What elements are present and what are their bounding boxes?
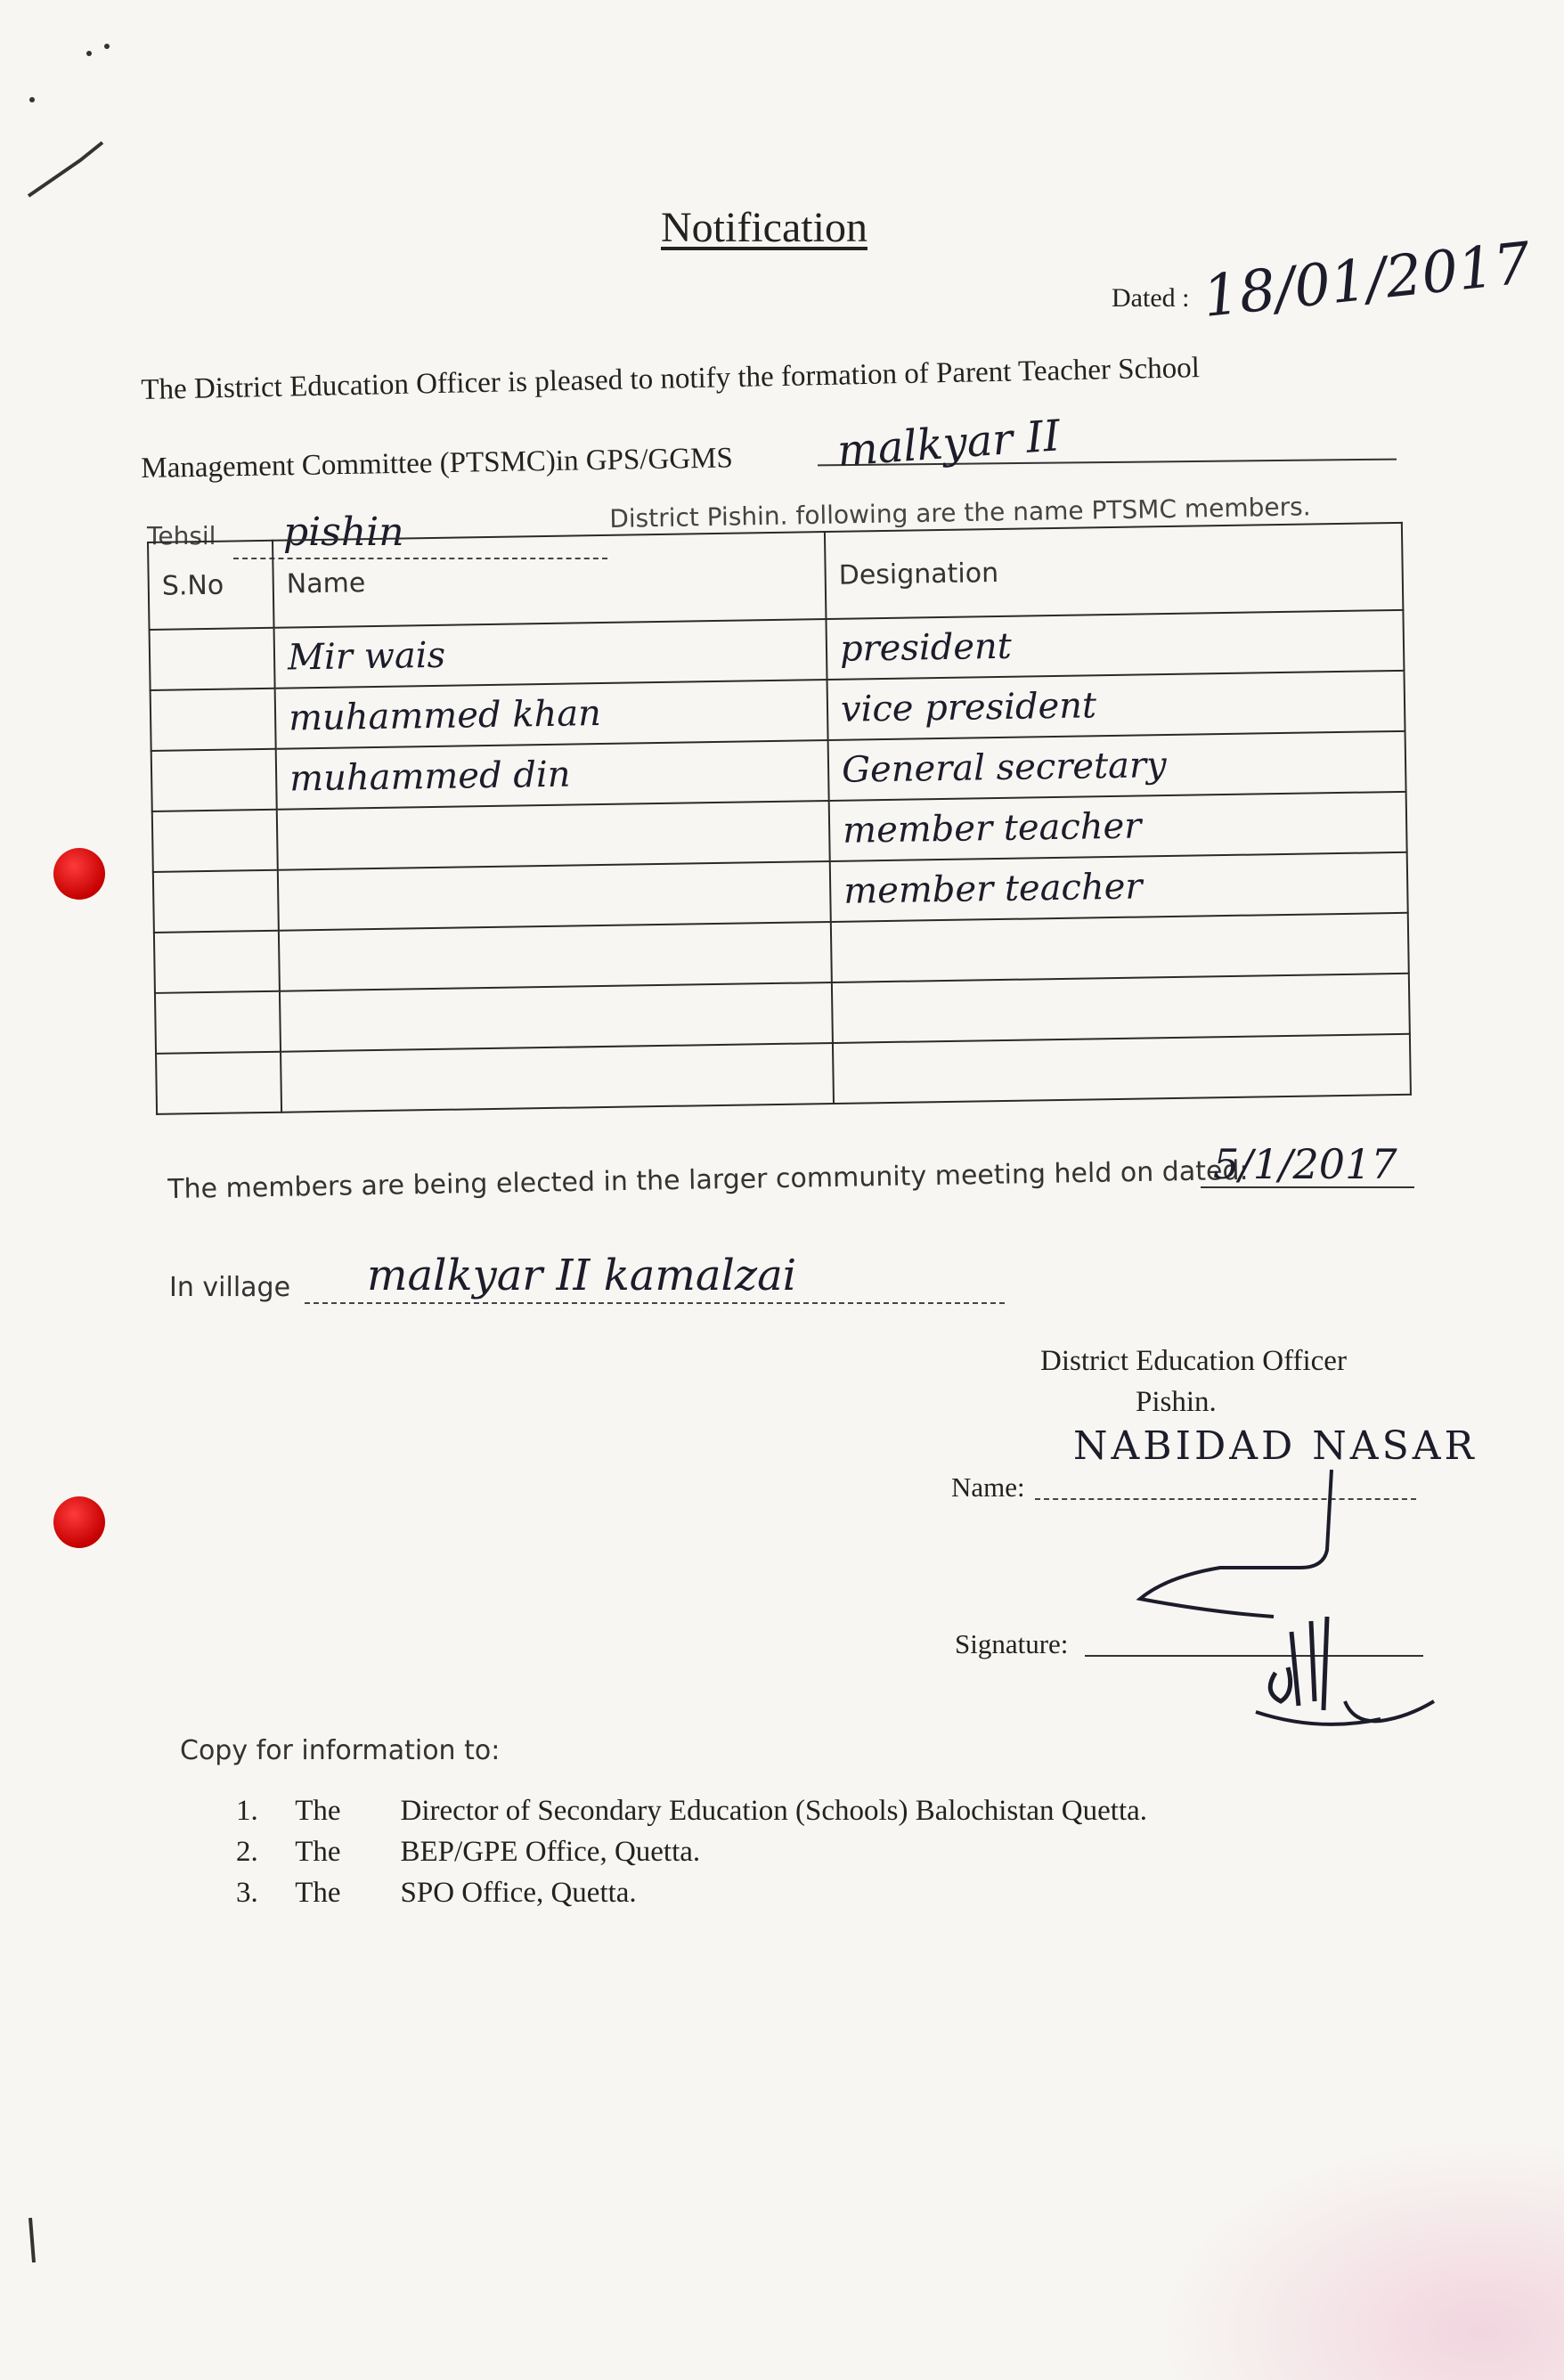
cell-name: muhammed khan <box>275 680 828 749</box>
officer-district: Pishin. <box>1136 1386 1217 1418</box>
dated-label: Dated : <box>1112 283 1190 313</box>
cell-sno <box>151 749 277 811</box>
list-item-number: 2. <box>236 1836 258 1868</box>
meeting-text: The members are being elected in the larger community meeting held on dated: <box>167 1154 1249 1205</box>
cell-name <box>278 861 831 931</box>
ptsmc-members-table <box>147 522 1412 1115</box>
cell-sno <box>155 991 281 1054</box>
header-name: Name <box>273 532 826 628</box>
cell-sno <box>154 931 280 993</box>
list-item-text: BEP/GPE Office, Quetta. <box>400 1836 701 1868</box>
list-item-the: The <box>295 1795 341 1827</box>
list-item <box>236 1790 1147 1831</box>
copy-list <box>236 1790 1147 1913</box>
cell-sno <box>153 870 279 933</box>
dated-value: 18/01/2017 <box>1200 230 1534 331</box>
cell-designation: vice president <box>827 671 1405 740</box>
signature-label: Signature: <box>955 1628 1069 1659</box>
cell-name: muhammed din <box>276 740 829 810</box>
list-item <box>236 1872 1147 1913</box>
district-line: District Pishin. following are the name PTSMC members. <box>609 492 1311 534</box>
cell-sno <box>150 628 275 690</box>
cell-designation <box>831 913 1409 982</box>
cell-name: Mir wais <box>274 619 827 689</box>
tehsil-label: Tehsil <box>147 521 216 550</box>
cell-name <box>277 801 830 870</box>
cell-designation: General secretary <box>828 731 1406 801</box>
cell-name <box>281 1043 834 1113</box>
cell-sno <box>156 1052 281 1114</box>
red-stamp-dot <box>53 1496 105 1548</box>
signature-scribble <box>1113 1434 1487 1755</box>
list-item-the: The <box>295 1877 341 1909</box>
header-sno: S.No <box>148 541 274 630</box>
cell-designation: member teacher <box>829 792 1407 861</box>
village-value: malkyar II kamalzai <box>367 1251 797 1300</box>
cell-designation: member teacher <box>830 852 1408 922</box>
cell-designation <box>833 1034 1411 1104</box>
officer-title: District Education Officer <box>1040 1345 1347 1377</box>
list-item-number: 1. <box>236 1795 258 1827</box>
name-label: Name: <box>951 1471 1025 1503</box>
stray-mark <box>20 2213 46 2276</box>
list-item-number: 3. <box>236 1877 258 1909</box>
tehsil-value: pishin <box>283 509 404 555</box>
list-item <box>236 1831 1147 1872</box>
cell-designation: president <box>826 610 1404 680</box>
intro-line-2: Management Committee (PTSMC)in GPS/GGMS <box>141 442 734 485</box>
stray-pen-marks <box>18 36 143 249</box>
cell-name <box>279 922 832 991</box>
meeting-date: 5/1/2017 <box>1213 1140 1397 1188</box>
school-name: malkyar II <box>835 411 1063 477</box>
paper-discoloration <box>1158 2138 1564 2380</box>
cell-name <box>280 982 833 1052</box>
list-item-text: Director of Secondary Education (Schools) Balochistan Quetta. <box>400 1795 1148 1827</box>
village-underline <box>305 1302 1005 1304</box>
red-stamp-dot <box>53 848 105 900</box>
name-value: NABIDAD NASAR <box>1073 1423 1478 1469</box>
header-designation: Designation <box>825 523 1403 619</box>
cell-designation <box>832 974 1410 1043</box>
copy-heading: Copy for information to: <box>180 1735 501 1766</box>
list-item-text: SPO Office, Quetta. <box>400 1877 637 1909</box>
village-label: In village <box>169 1272 291 1303</box>
list-item-the: The <box>295 1836 341 1868</box>
cell-sno <box>152 810 278 872</box>
page-title: Notification <box>661 204 868 251</box>
intro-line-1: The District Education Officer is pleased to notify the formation of Parent Teacher School <box>141 352 1201 406</box>
cell-sno <box>151 689 276 751</box>
